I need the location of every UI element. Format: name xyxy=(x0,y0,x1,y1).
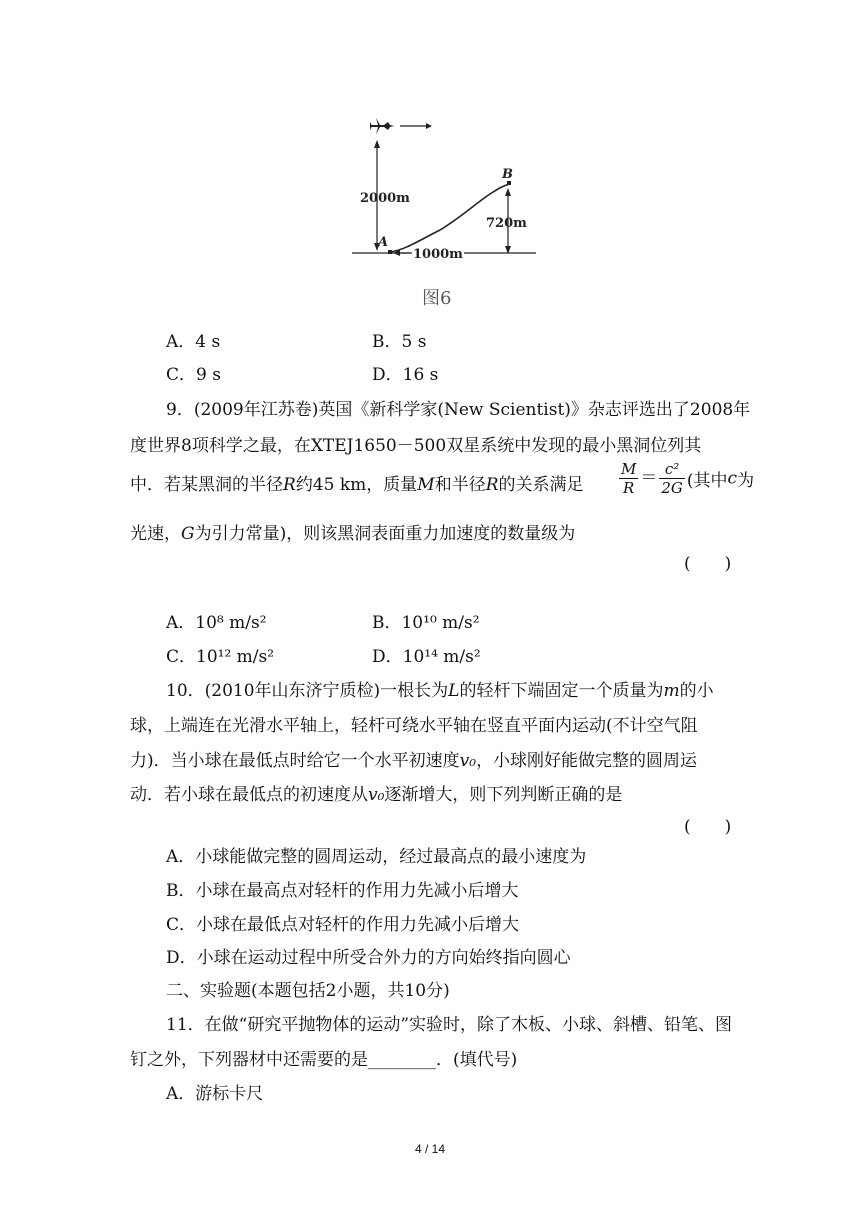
page-number: 4 / 14 xyxy=(414,1142,446,1156)
q9-answer-paren: ( ) xyxy=(684,554,732,574)
label-2000m: 2000m xyxy=(360,191,410,206)
q10-line-3: 力)．当小球在最低点时给它一个水平初速度v₀，小球刚好能做完整的圆周运 xyxy=(130,751,698,771)
q10-option-d: D．小球在运动过程中所受合外力的方向始终指向圆心 xyxy=(166,948,571,968)
airplane-icon xyxy=(370,118,394,134)
q10-line-4: 动．若小球在最低点的初速度从v₀逐渐增大，则下列判断正确的是 xyxy=(130,785,623,805)
velocity-arrow-icon xyxy=(400,123,432,129)
q11-option-a: A．游标卡尺 xyxy=(166,1084,264,1104)
q8-option-c: C．9 s xyxy=(166,365,221,385)
figure-6 xyxy=(350,112,540,262)
q9-line-3 xyxy=(130,460,755,504)
q11-line-1: 11．在做“研究平抛物体的运动”实验时，除了木板、小球、斜槽、铅笔、图 xyxy=(166,1015,733,1035)
q9-option-d: D．10¹⁴ m/s² xyxy=(372,647,481,667)
q10-line-2: 球，上端连在光滑水平轴上，轻杆可绕水平轴在竖直平面内运动(不计空气阻 xyxy=(130,716,698,736)
label-1000m: 1000m xyxy=(413,247,463,262)
q9-option-b: B．10¹⁰ m/s² xyxy=(372,613,480,633)
q11-line-2: 钉之外，下列器材中还需要的是________．(填代号) xyxy=(130,1050,518,1070)
trajectory-diagram xyxy=(350,112,540,262)
q9-line-4: 光速，G为引力常量)，则该黑洞表面重力加速度的数量级为 xyxy=(130,524,576,544)
figure-caption: 图6 xyxy=(422,288,452,309)
point-a-marker xyxy=(388,250,392,254)
q8-option-d: D．16 s xyxy=(372,365,439,385)
q10-answer-paren: ( ) xyxy=(684,817,732,837)
q9-formula: $\frac{M}{R}$ ＝ $\frac{\text{c²}}{2G}$ (其中c为 xyxy=(621,460,755,497)
q8-option-b: B．5 s xyxy=(372,332,427,352)
section-2-title: 二、实验题(本题包括2小题，共10分) xyxy=(166,981,450,1001)
q10-option-c: C．小球在最低点对轻杆的作用力先减小后增大 xyxy=(166,915,520,935)
q9-line-3-text: 中．若某黑洞的半径R约45 km，质量M和半径R的关系满足 xyxy=(130,475,584,495)
q9-option-c: C．10¹² m/s² xyxy=(166,647,275,667)
q10-option-b: B．小球在最高点对轻杆的作用力先减小后增大 xyxy=(166,881,519,901)
q9-line-2: 度世界8项科学之最，在XTEJ1650－500双星系统中发现的最小黑洞位列其 xyxy=(130,436,702,456)
q10-line-1: 10．(2010年山东济宁质检)一根长为L的轻杆下端固定一个质量为m的小 xyxy=(166,681,714,701)
q10-option-a: A．小球能做完整的圆周运动，经过最高点的最小速度为 xyxy=(166,847,587,867)
q9-option-a: A．10⁸ m/s² xyxy=(166,613,267,633)
label-b: B xyxy=(502,167,513,182)
label-a: A xyxy=(378,235,389,250)
label-720m: 720m xyxy=(486,216,527,231)
q8-option-a: A．4 s xyxy=(166,332,221,352)
q9-line-1: 9．(2009年江苏卷)英国《新科学家(New Scientist)》杂志评选出了2008年 xyxy=(166,400,751,420)
